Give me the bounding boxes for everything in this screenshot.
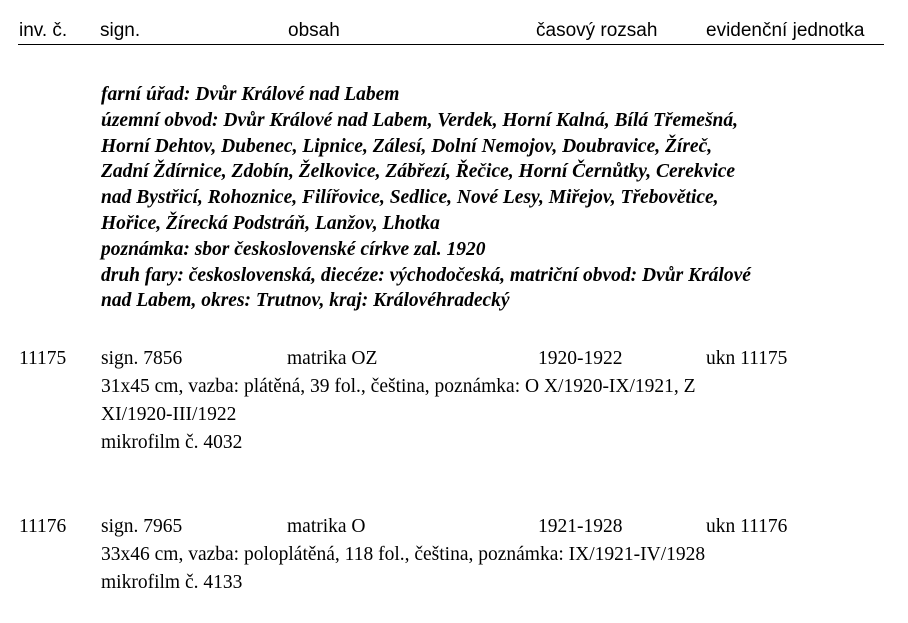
table-header xyxy=(18,18,884,45)
record-11175 xyxy=(18,345,898,457)
parish-line: nad Labem, okres: Trutnov, kraj: Královéhradecký xyxy=(101,290,510,312)
parish-line: farní úřad: Dvůr Králové nad Labem xyxy=(101,84,400,105)
header-sign: sign. xyxy=(100,20,141,41)
parish-line: druh fary: československá, diecéze: východočeská, matriční obvod: Dvůr Králové xyxy=(101,264,751,286)
parish-line: poznámka: sbor československé církve zal. 1920 xyxy=(101,238,486,260)
record-inv: 11175 xyxy=(19,348,67,369)
record-casovy-rozsah: 1921-1928 xyxy=(538,516,623,537)
record-details xyxy=(101,373,898,457)
record-obsah: matrika O xyxy=(287,516,366,537)
header-inv: inv. č. xyxy=(19,20,68,41)
header-casovy-rozsah: časový rozsah xyxy=(536,20,658,41)
record-obsah: matrika OZ xyxy=(287,348,378,369)
record-detail-line: XI/1920-III/1922 xyxy=(101,404,237,425)
record-main-row xyxy=(18,513,898,541)
parish-line: nad Bystřicí, Rohoznice, Filířovice, Sedlice, Nové Lesy, Miřejov, Třebovětice, xyxy=(101,187,719,209)
record-sign: sign. 7856 xyxy=(101,348,183,369)
header-obsah: obsah xyxy=(288,20,340,41)
parish-info xyxy=(101,82,891,314)
record-detail-line: mikrofilm č. 4133 xyxy=(101,572,243,593)
record-inv: 11176 xyxy=(19,516,67,537)
parish-line: územní obvod: Dvůr Králové nad Labem, Verdek, Horní Kalná, Bílá Třemešná, xyxy=(101,109,739,131)
record-detail-line: mikrofilm č. 4032 xyxy=(101,432,243,453)
record-details xyxy=(101,541,898,597)
record-detail-line: 33x46 cm, vazba: poloplátěná, 118 fol., čeština, poznámka: IX/1921-IV/1928 xyxy=(101,544,706,565)
header-evidencni-jednotka: evidenční jednotka xyxy=(706,20,865,41)
record-11176 xyxy=(18,513,898,597)
record-main-row xyxy=(18,345,898,373)
record-evidencni-jednotka: ukn 11175 xyxy=(706,348,788,369)
record-sign: sign. 7965 xyxy=(101,516,183,537)
record-detail-line: 31x45 cm, vazba: plátěná, 39 fol., čeština, poznámka: O X/1920-IX/1921, Z xyxy=(101,376,696,397)
record-evidencni-jednotka: ukn 11176 xyxy=(706,516,788,537)
parish-line: Hořice, Žírecká Podstráň, Lanžov, Lhotka xyxy=(101,212,440,234)
parish-line: Zadní Ždírnice, Zdobín, Želkovice, Zábřezí, Řečice, Horní Černůtky, Cerekvice xyxy=(101,161,736,183)
parish-line: Horní Dehtov, Dubenec, Lipnice, Zálesí, Dolní Nemojov, Doubravice, Žíreč, xyxy=(101,135,713,157)
record-casovy-rozsah: 1920-1922 xyxy=(538,348,623,369)
